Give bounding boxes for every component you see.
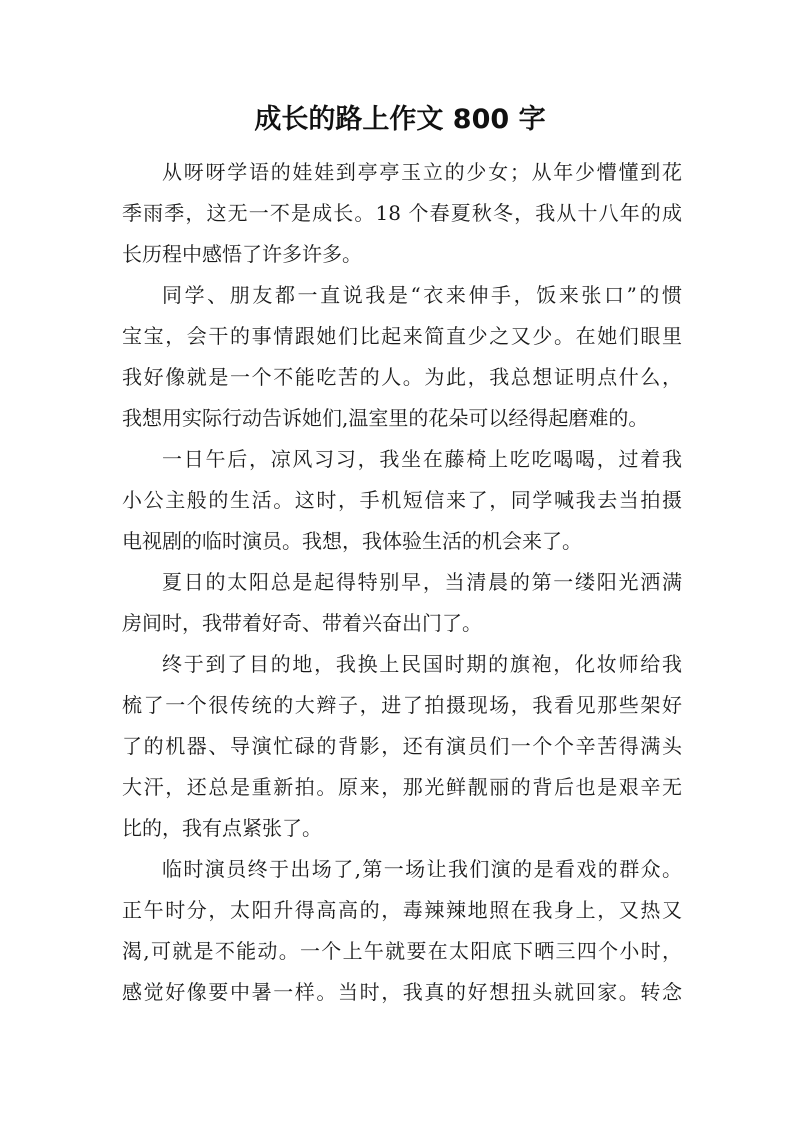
- paragraph-line: 宝宝，会干的事情跟她们比起来简直少之又少。在她们眼里: [122, 324, 682, 348]
- paragraph-line: 大汗，还总是重新拍。原来，那光鲜靓丽的背后也是艰辛无: [122, 775, 682, 799]
- paragraph-line: 长历程中感悟了许多许多。: [122, 242, 362, 266]
- document-title: 成长的路上作文 800 字: [254, 104, 546, 135]
- paragraph-line: 了的机器、导演忙碌的背影，还有演员们一个个辛苦得满头: [122, 734, 682, 758]
- document-body: [122, 152, 682, 1013]
- paragraph-line: 夏日的太阳总是起得特别早，当清晨的第一缕阳光洒满: [162, 570, 682, 594]
- paragraph-line: 终于到了目的地，我换上民国时期的旗袍，化妆师给我: [162, 652, 682, 676]
- paragraph: [122, 849, 682, 1013]
- paragraph-line: 渴,可就是不能动。一个上午就要在太阳底下晒三四个小时，: [122, 939, 682, 963]
- paragraph-line: 我好像就是一个不能吃苦的人。为此，我总想证明点什么，: [122, 365, 682, 389]
- paragraph-line: 房间时，我带着好奇、带着兴奋出门了。: [122, 611, 482, 635]
- paragraph-line: 比的，我有点紧张了。: [122, 816, 322, 840]
- paragraph-line: 同学、朋友都一直说我是“衣来伸手，饭来张口”的惯: [162, 283, 682, 307]
- paragraph-line: 梳了一个很传统的大辫子，进了拍摄现场，我看见那些架好: [122, 693, 682, 717]
- paragraph-line: 小公主般的生活。这时，手机短信来了，同学喊我去当拍摄: [122, 488, 682, 512]
- paragraph-line: 临时演员终于出场了,第一场让我们演的是看戏的群众。: [162, 857, 682, 881]
- paragraph-line: 我想用实际行动告诉她们,温室里的花朵可以经得起磨难的。: [122, 406, 649, 430]
- paragraph: [122, 275, 682, 439]
- paragraph-line: 感觉好像要中暑一样。当时，我真的好想扭头就回家。转念: [122, 980, 682, 1004]
- paragraph-line: 从呀呀学语的娃娃到亭亭玉立的少女；从年少懵懂到花: [162, 160, 682, 184]
- paragraph: [122, 152, 682, 275]
- paragraph: [122, 562, 682, 644]
- paragraph-line: 季雨季，这无一不是成长。18 个春夏秋冬，我从十八年的成: [122, 201, 682, 225]
- paragraph: [122, 439, 682, 562]
- paragraph-line: 一日午后，凉风习习，我坐在藤椅上吃吃喝喝，过着我: [162, 447, 682, 471]
- paragraph: [122, 644, 682, 849]
- paragraph-line: 正午时分，太阳升得高高的，毒辣辣地照在我身上，又热又: [122, 898, 682, 922]
- paragraph-line: 电视剧的临时演员。我想，我体验生活的机会来了。: [122, 529, 582, 553]
